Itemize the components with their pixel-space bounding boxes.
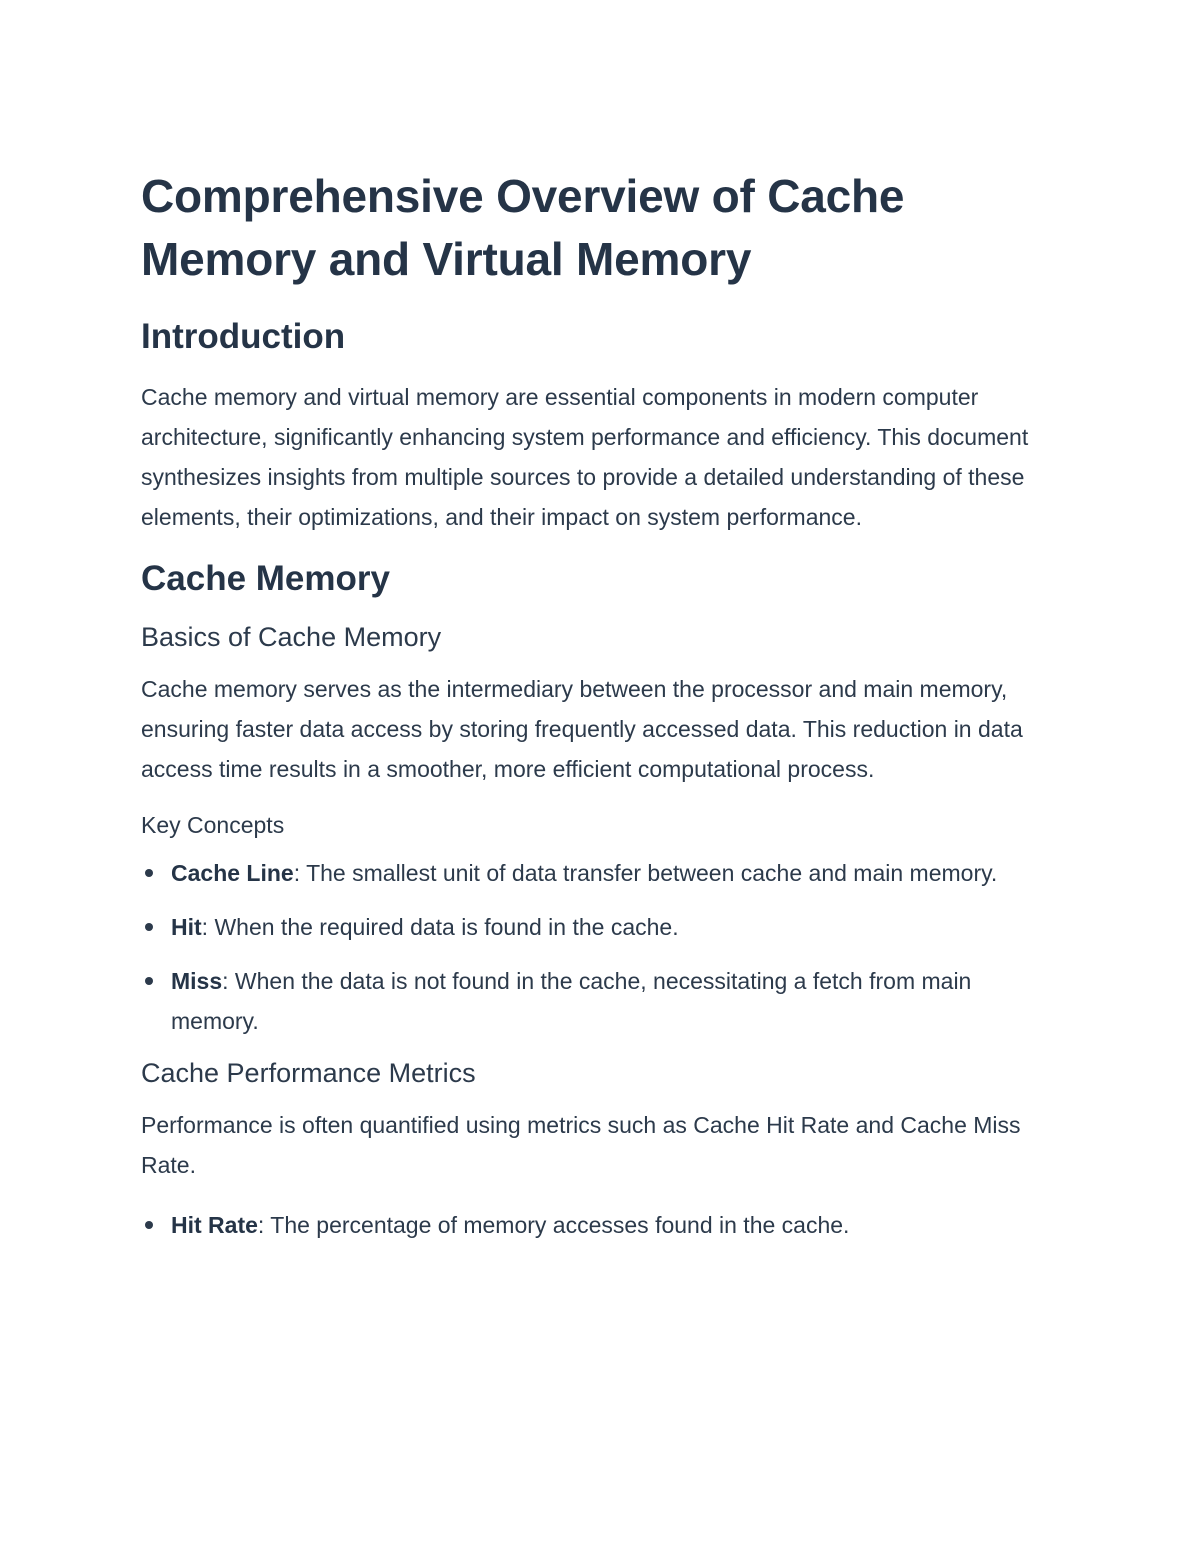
key-concepts-list — [141, 853, 1061, 1041]
bullet-icon — [145, 977, 153, 985]
list-item — [141, 853, 1061, 893]
term-separator: : — [222, 968, 235, 994]
list-item — [141, 907, 1061, 947]
document-page — [141, 165, 1061, 1259]
term-hit-rate: Hit Rate — [171, 1212, 258, 1238]
basics-heading: Basics of Cache Memory — [141, 622, 442, 652]
cache-memory-heading: Cache Memory — [141, 559, 390, 598]
list-item — [141, 961, 1061, 1041]
term-separator: : — [201, 914, 215, 940]
document-title: Comprehensive Overview of Cache Memory and Virtual Memory — [141, 170, 905, 285]
term-separator: : — [293, 860, 307, 886]
term-hit: Hit — [171, 914, 202, 940]
bullet-icon — [145, 923, 153, 931]
definition-hit-rate: The percentage of memory accesses found in the cache. — [270, 1212, 850, 1238]
key-concepts-heading: Key Concepts — [141, 812, 285, 838]
term-separator: : — [257, 1212, 271, 1238]
metrics-heading: Cache Performance Metrics — [141, 1058, 476, 1088]
term-cache-line: Cache Line — [171, 860, 294, 886]
introduction-paragraph: Cache memory and virtual memory are essential components in modern computer architecture, significantly enhancing system performance and efficiency. This document synthesizes insights from multiple sources to provide a detailed understanding of these elements, their optimizations, and their impact on system performance. — [141, 384, 1029, 530]
list-item — [141, 1205, 1061, 1245]
bullet-icon — [145, 1221, 153, 1229]
definition-hit: When the required data is found in the cache. — [214, 914, 679, 940]
metrics-list — [141, 1205, 1061, 1245]
introduction-heading: Introduction — [141, 317, 346, 356]
basics-paragraph: Cache memory serves as the intermediary between the processor and main memory, ensuring faster data access by storing frequently accessed data. This reduction in data access time results in a smoother, more efficient computational process. — [141, 676, 1023, 782]
definition-cache-line: The smallest unit of data transfer between cache and main memory. — [306, 860, 998, 886]
metrics-paragraph: Performance is often quantified using metrics such as Cache Hit Rate and Cache Miss Rate. — [141, 1112, 1021, 1178]
term-miss: Miss — [171, 968, 223, 994]
definition-miss: When the data is not found in the cache, necessitating a fetch from main memory. — [171, 968, 972, 1034]
bullet-icon — [145, 869, 153, 877]
